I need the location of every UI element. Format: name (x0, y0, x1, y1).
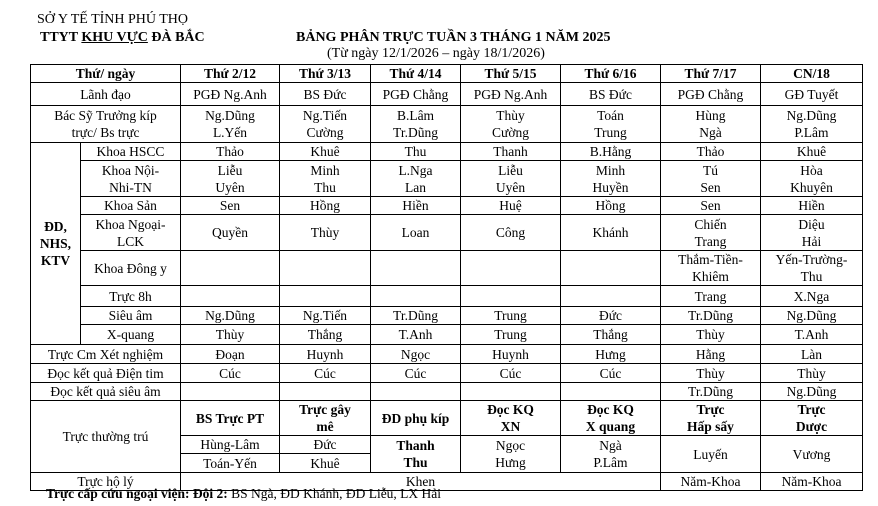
name: Thu (403, 455, 428, 470)
cell: Năm-Khoa (661, 473, 761, 491)
name: Tr.Dũng (393, 125, 438, 140)
cell (280, 286, 371, 307)
name: Tú (703, 162, 718, 178)
table-row (31, 215, 863, 251)
cell: Thắng (561, 325, 661, 345)
name: Sen (700, 179, 721, 195)
cell: Cúc (371, 364, 461, 383)
cell (280, 106, 371, 143)
name: Ngà (699, 125, 722, 140)
cell (181, 106, 280, 143)
cell: Thanh (461, 143, 561, 161)
cell (661, 215, 761, 251)
name: Diệu (798, 216, 825, 232)
cell: Huynh (461, 345, 561, 364)
name: B.Lâm (396, 108, 435, 123)
cell: Khánh (561, 215, 661, 251)
cell: Đức (561, 307, 661, 325)
label-line: X quang (585, 419, 636, 434)
name: Hưng (495, 455, 526, 470)
table-row (31, 83, 863, 106)
name: L.Yến (212, 125, 248, 140)
cell: Quyền (181, 215, 280, 251)
cell (461, 106, 561, 143)
cell (761, 215, 863, 251)
cell: GĐ Tuyết (761, 83, 863, 106)
name: Minh (310, 162, 340, 178)
name: L.Nga (398, 162, 433, 178)
table-row (31, 161, 863, 197)
cell: Ng.Dũng (761, 383, 863, 401)
name: Trung (594, 125, 627, 140)
cell (761, 106, 863, 143)
name: Ng.Dũng (205, 108, 255, 123)
name: Lan (405, 179, 426, 195)
cell: Thu (371, 143, 461, 161)
cell: Tr.Dũng (661, 307, 761, 325)
table-row (31, 401, 863, 436)
name: Huyền (592, 179, 629, 195)
name: Thu (800, 269, 823, 284)
org-suffix: ĐÀ BẮC (147, 30, 205, 45)
sub-header (661, 401, 761, 436)
cell: Cúc (181, 364, 280, 383)
table-row (31, 286, 863, 307)
cell: Năm-Khoa (761, 473, 863, 491)
cell (461, 383, 561, 401)
merged-cell: Khen (181, 473, 661, 491)
cell: T.Anh (371, 325, 461, 345)
cell: Toán-Yến (181, 454, 280, 473)
label-line: Bác Sỹ Trưởng kíp (54, 108, 157, 123)
name: Thùy (496, 108, 525, 123)
cell: Đức (280, 436, 371, 454)
cell: Làn (761, 345, 863, 364)
label-line: LCK (117, 233, 144, 249)
footer-text: BS Ngà, ĐD Khánh, ĐD Liễu, LX Hải (227, 486, 442, 501)
day-header: Thứ 3/13 (280, 65, 371, 83)
cell (761, 251, 863, 286)
cell (561, 106, 661, 143)
cell: Hùng-Lâm (181, 436, 280, 454)
label-line: XN (500, 419, 521, 434)
table-row (31, 383, 863, 401)
cell: X.Nga (761, 286, 863, 307)
cell: Khuê (280, 143, 371, 161)
cell: Thảo (661, 143, 761, 161)
label-line: Trực (696, 402, 725, 417)
row-label (81, 161, 181, 197)
label-line: ĐD, (44, 219, 67, 234)
name: P.Lâm (593, 455, 628, 470)
table-row (31, 143, 863, 161)
label-line: KTV (40, 253, 71, 268)
cell (181, 383, 280, 401)
name: Toán (597, 108, 624, 123)
cell: Ng.Dũng (761, 307, 863, 325)
cell: Loan (371, 215, 461, 251)
cell: Thùy (661, 325, 761, 345)
cell: Vương (761, 436, 863, 473)
cell: T.Anh (761, 325, 863, 345)
row-label: Khoa Sản (81, 197, 181, 215)
name: Hòa (800, 162, 823, 178)
row-label: Đọc kết quả siêu âm (31, 383, 181, 401)
table-row (31, 197, 863, 215)
name: Hùng (695, 108, 726, 123)
label-line: Nhi-TN (109, 179, 152, 195)
cell (561, 286, 661, 307)
cell: Ng.Tiến (280, 307, 371, 325)
page-title: BẢNG PHÂN TRỰC TUẦN 3 THÁNG 1 NĂM 2025 (296, 30, 611, 45)
cell: Thắng (280, 325, 371, 345)
label-line: mê (316, 419, 334, 434)
name: Yến-Trường- (775, 252, 848, 267)
label-line: Hấp sấy (687, 419, 734, 434)
group-label (31, 143, 81, 345)
table-row (31, 106, 863, 143)
cell: Huệ (461, 197, 561, 215)
cell (371, 251, 461, 286)
org-line-1: SỞ Y TẾ TỈNH PHÚ THỌ (37, 12, 189, 27)
cell: Thảo (181, 143, 280, 161)
label-line: Khoa Ngoại- (95, 216, 166, 232)
sub-header: BS Trực PT (181, 401, 280, 436)
corner-label: Thứ/ ngày (31, 65, 181, 83)
footer-prefix: Trực cấp cứu ngoại viện: Đội 2: (46, 486, 228, 501)
cell: Hưng (561, 345, 661, 364)
row-label: Siêu âm (81, 307, 181, 325)
name: Khuyên (790, 179, 833, 195)
label-line: trực/ Bs trực (71, 125, 140, 140)
label-line: Trực gây (299, 402, 351, 417)
name: Thắm-Tiền- (678, 252, 743, 267)
table-row (31, 251, 863, 286)
cell: Tr.Dũng (371, 307, 461, 325)
day-header: Thứ 6/16 (561, 65, 661, 83)
cell: PGĐ Chằng (371, 83, 461, 106)
sub-header (280, 401, 371, 436)
cell (280, 251, 371, 286)
row-label (81, 215, 181, 251)
cell (280, 383, 371, 401)
cell (280, 161, 371, 197)
table-row (31, 325, 863, 345)
cell: Ngọc (371, 345, 461, 364)
name: P.Lâm (794, 125, 829, 140)
table-row (31, 345, 863, 364)
cell: Công (461, 215, 561, 251)
name: Ngọc (495, 438, 526, 453)
day-header: Thứ 5/15 (461, 65, 561, 83)
cell (561, 161, 661, 197)
label-line: Dược (795, 419, 828, 434)
schedule-table (30, 64, 863, 491)
row-label: Trực thường trú (31, 401, 181, 473)
cell (461, 436, 561, 473)
sub-header (761, 401, 863, 436)
day-header: CN/18 (761, 65, 863, 83)
row-label: Khoa Đông y (81, 251, 181, 286)
name: Ngà (599, 438, 622, 453)
name: Ng.Dũng (786, 108, 837, 123)
cell: Luyến (661, 436, 761, 473)
row-label: Khoa HSCC (81, 143, 181, 161)
name: Uyên (215, 179, 245, 195)
label-line: Đọc KQ (587, 402, 634, 417)
name: Chiến (694, 216, 727, 232)
table-row (31, 364, 863, 383)
cell: Trung (461, 307, 561, 325)
sub-header (461, 401, 561, 436)
cell (461, 286, 561, 307)
cell (371, 383, 461, 401)
name: Cường (492, 125, 529, 140)
cell: Đoạn (181, 345, 280, 364)
row-label: Trực Cm Xét nghiệm (31, 345, 181, 364)
cell: Hồng (280, 197, 371, 215)
cell (371, 436, 461, 473)
cell (661, 161, 761, 197)
cell (661, 106, 761, 143)
cell: Trang (661, 286, 761, 307)
label-line: NHS, (39, 236, 72, 251)
cell: Cúc (461, 364, 561, 383)
name: Khiêm (692, 269, 729, 284)
cell (561, 251, 661, 286)
row-label: Trực 8h (81, 286, 181, 307)
name: Cường (306, 125, 344, 140)
label-line: Trực (797, 402, 826, 417)
row-label: Đọc kết quả Điện tim (31, 364, 181, 383)
cell (661, 251, 761, 286)
cell: Thùy (181, 325, 280, 345)
day-header: Thứ 7/17 (661, 65, 761, 83)
row-label: Lãnh đạo (31, 83, 181, 106)
cell: Tr.Dũng (661, 383, 761, 401)
cell: BS Đức (280, 83, 371, 106)
cell: Cúc (561, 364, 661, 383)
cell (561, 436, 661, 473)
day-header: Thứ 2/12 (181, 65, 280, 83)
cell: PGĐ Ng.Anh (181, 83, 280, 106)
cell (181, 251, 280, 286)
cell: Khuê (280, 454, 371, 473)
name: Thu (314, 179, 336, 195)
cell: Thùy (661, 364, 761, 383)
header-row (31, 65, 863, 83)
name: Uyên (495, 179, 526, 195)
cell (561, 383, 661, 401)
date-range: (Từ ngày 12/1/2026 – ngày 18/1/2026) (327, 46, 545, 61)
cell: Sen (661, 197, 761, 215)
label-line: Khoa Nội- (101, 162, 160, 178)
cell: PGĐ Chằng (661, 83, 761, 106)
org-prefix: TTYT (40, 30, 82, 45)
cell: PGĐ Ng.Anh (461, 83, 561, 106)
label-line: Đọc KQ (487, 402, 534, 417)
cell (371, 161, 461, 197)
name: Minh (595, 162, 626, 178)
footer-note (46, 486, 441, 502)
cell (181, 286, 280, 307)
cell (461, 251, 561, 286)
cell (371, 106, 461, 143)
name: Trang (694, 233, 727, 249)
org-line-2 (40, 30, 205, 46)
row-label: Trực hộ lý (31, 473, 181, 491)
cell: Hiền (761, 197, 863, 215)
name: Thanh (396, 438, 435, 453)
cell: Sen (181, 197, 280, 215)
row-label: X-quang (81, 325, 181, 345)
sub-header: ĐD phụ kíp (371, 401, 461, 436)
org-underlined: KHU VỰC (81, 30, 148, 45)
table-row (31, 307, 863, 325)
cell (181, 161, 280, 197)
day-header: Thứ 4/14 (371, 65, 461, 83)
cell (371, 286, 461, 307)
sub-header (561, 401, 661, 436)
cell: Hồng (561, 197, 661, 215)
name: Liễu (217, 162, 243, 178)
cell: Thùy (761, 364, 863, 383)
cell: BS Đức (561, 83, 661, 106)
cell: Hiền (371, 197, 461, 215)
cell: Huynh (280, 345, 371, 364)
cell: Thùy (280, 215, 371, 251)
name: Liễu (498, 162, 523, 178)
cell: Hằng (661, 345, 761, 364)
cell: Khuê (761, 143, 863, 161)
cell (761, 161, 863, 197)
cell: Cúc (280, 364, 371, 383)
name: Hải (801, 233, 822, 249)
cell: Ng.Dũng (181, 307, 280, 325)
name: Ng.Tiến (302, 108, 348, 123)
row-label (31, 106, 181, 143)
cell: B.Hằng (561, 143, 661, 161)
cell (461, 161, 561, 197)
cell: Trung (461, 325, 561, 345)
